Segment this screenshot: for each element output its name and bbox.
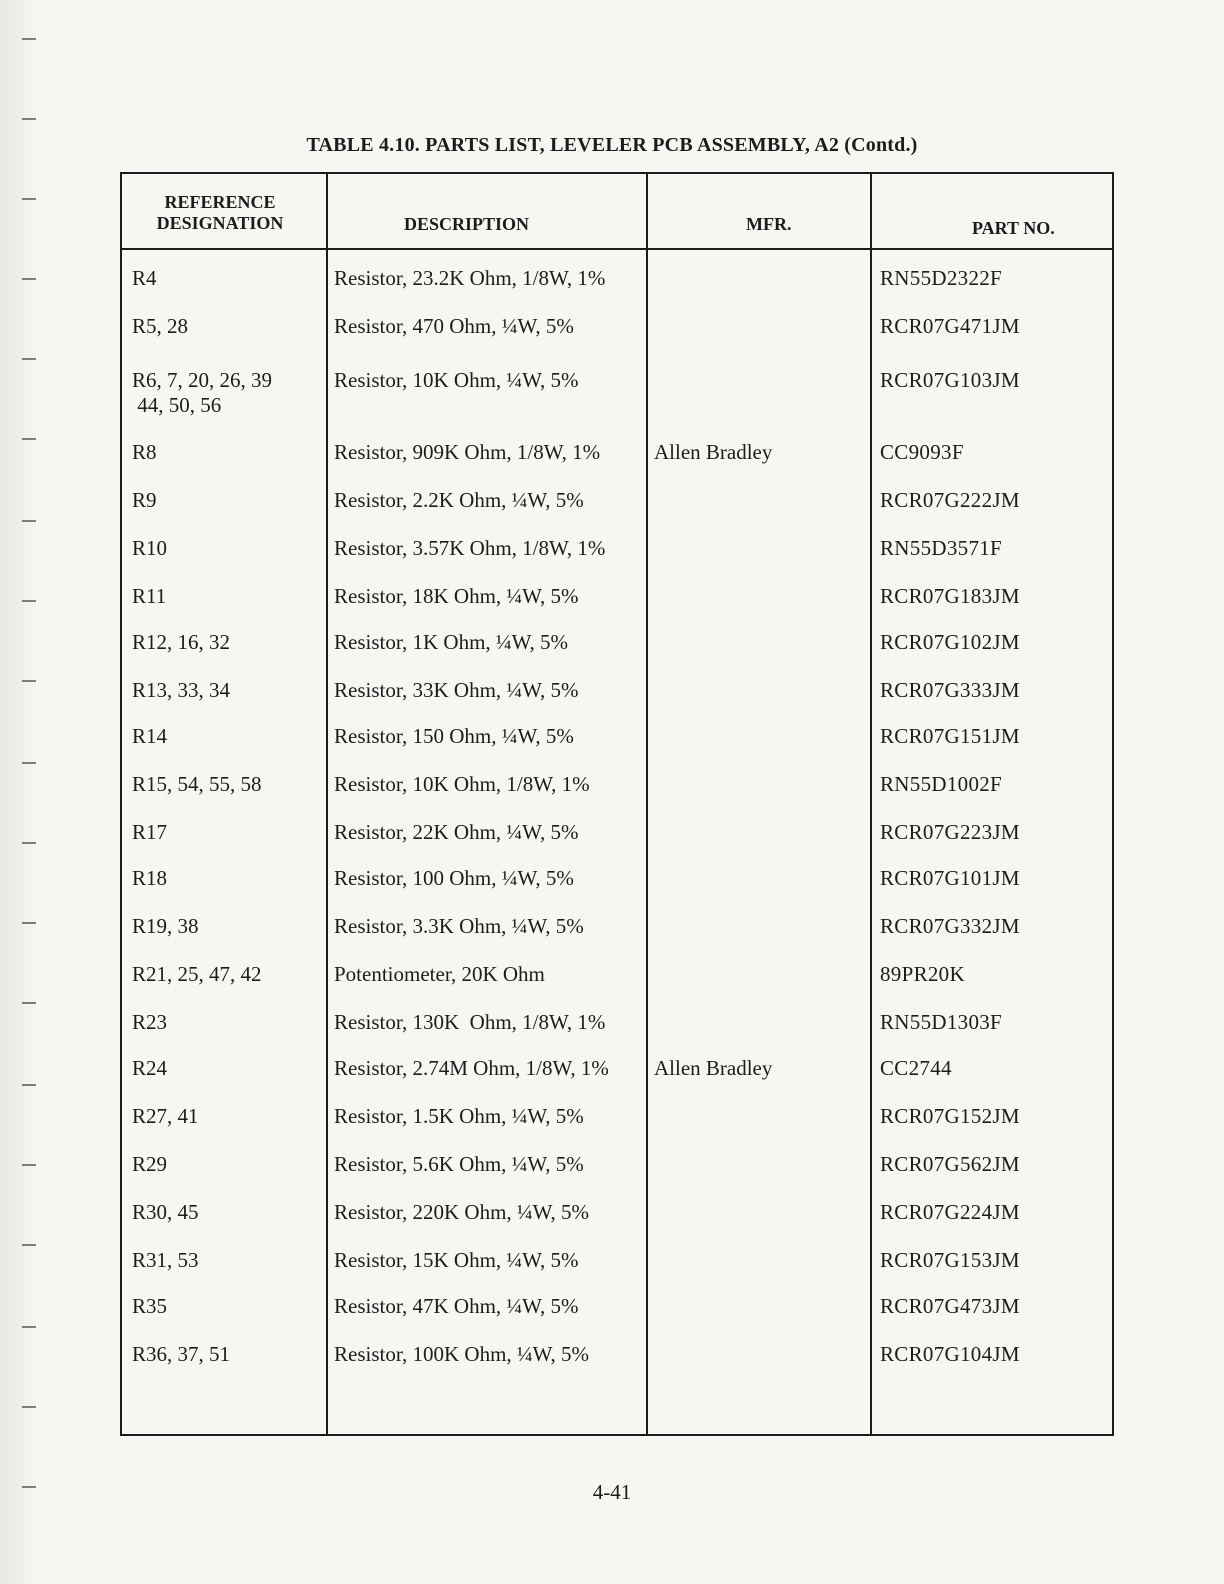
reference-designation-cell <box>132 772 262 797</box>
description-cell: Resistor, 2.74M Ohm, 1/8W, 1% <box>334 1056 609 1080</box>
part-number-cell: RCR07G333JM <box>880 678 1020 702</box>
page-number: 4-41 <box>592 1480 632 1504</box>
reference-designation: R18 <box>132 866 168 890</box>
part-number-cell: RCR07G153JM <box>880 1248 1020 1272</box>
description-cell: Resistor, 150 Ohm, ¼W, 5% <box>334 724 574 748</box>
table-row <box>122 914 1112 958</box>
edge-mark <box>22 278 36 280</box>
table-row <box>122 866 1112 910</box>
reference-designation: R21, 25, 47, 42 <box>132 962 262 986</box>
table-row <box>122 678 1112 722</box>
edge-mark <box>22 762 36 764</box>
description-cell: Resistor, 23.2K Ohm, 1/8W, 1% <box>334 266 606 290</box>
reference-designation: R9 <box>132 488 157 512</box>
reference-designation: R4 <box>132 266 157 290</box>
description-cell: Resistor, 130K Ohm, 1/8W, 1% <box>334 1010 606 1034</box>
reference-designation-cell <box>132 724 167 749</box>
table-row <box>122 724 1112 768</box>
part-number-cell: RCR07G101JM <box>880 866 1020 890</box>
edge-mark <box>22 680 36 682</box>
reference-designation-cell <box>132 266 157 291</box>
table-row <box>122 536 1112 580</box>
table-row <box>122 1200 1112 1244</box>
part-number-cell: RN55D2322F <box>880 266 1003 290</box>
reference-designation-cell <box>132 314 188 339</box>
table-row <box>122 1056 1112 1100</box>
reference-designation: R24 <box>132 1056 168 1080</box>
reference-designation: R19, 38 <box>132 914 199 938</box>
reference-designation-cell <box>132 536 167 561</box>
table-row <box>122 266 1112 310</box>
reference-designation: R14 <box>132 724 168 748</box>
reference-designation-cell <box>132 914 199 939</box>
edge-mark <box>22 358 36 360</box>
description-cell: Resistor, 2.2K Ohm, ¼W, 5% <box>334 488 584 512</box>
reference-designation: R30, 45 <box>132 1200 199 1224</box>
description-cell: Potentiometer, 20K Ohm <box>334 962 545 986</box>
parts-table <box>120 172 1114 1436</box>
reference-designation: R5, 28 <box>132 314 189 338</box>
part-number-cell: CC2744 <box>880 1056 952 1080</box>
edge-mark <box>22 198 36 200</box>
reference-designation: R35 <box>132 1294 168 1318</box>
description-cell: Resistor, 15K Ohm, ¼W, 5% <box>334 1248 579 1272</box>
edge-mark <box>22 842 36 844</box>
table-row <box>122 1248 1112 1292</box>
part-number-cell: RCR07G224JM <box>880 1200 1020 1224</box>
edge-mark <box>22 1406 36 1408</box>
reference-designation: R8 <box>132 440 157 464</box>
reference-designation-cell <box>132 488 157 513</box>
reference-designation: R31, 53 <box>132 1248 199 1272</box>
table-row <box>122 1294 1112 1338</box>
table-row <box>122 1010 1112 1054</box>
description-cell: Resistor, 33K Ohm, ¼W, 5% <box>334 678 579 702</box>
edge-mark <box>22 1084 36 1086</box>
part-number-cell: RN55D1303F <box>880 1010 1003 1034</box>
edge-mark <box>22 600 36 602</box>
description-cell: Resistor, 470 Ohm, ¼W, 5% <box>334 314 574 338</box>
description-cell: Resistor, 909K Ohm, 1/8W, 1% <box>334 440 601 464</box>
table-row <box>122 488 1112 532</box>
header-reference-designation <box>140 192 300 234</box>
part-number-cell: RCR07G102JM <box>880 630 1020 654</box>
description-cell: Resistor, 1K Ohm, ¼W, 5% <box>334 630 569 654</box>
reference-designation-cell <box>132 820 167 845</box>
reference-designation-cell <box>132 866 167 891</box>
part-number-cell: CC9093F <box>880 440 964 464</box>
reference-designation: R29 <box>132 1152 168 1176</box>
description-cell: Resistor, 5.6K Ohm, ¼W, 5% <box>334 1152 584 1176</box>
part-number-cell: 89PR20K <box>880 962 965 986</box>
reference-designation: R15, 54, 55, 58 <box>132 772 262 796</box>
part-number-cell: RCR07G562JM <box>880 1152 1020 1176</box>
table-row <box>122 1342 1112 1386</box>
part-number-cell: RCR07G103JM <box>880 368 1020 392</box>
description-cell: Resistor, 10K Ohm, 1/8W, 1% <box>334 772 590 796</box>
part-number-cell: RN55D3571F <box>880 536 1003 560</box>
edge-mark <box>22 1164 36 1166</box>
header-description: DESCRIPTION <box>404 214 530 234</box>
reference-designation-cell <box>132 1104 199 1129</box>
manufacturer-cell: Allen Bradley <box>654 440 773 464</box>
header-mfr: MFR. <box>746 214 792 234</box>
table-row <box>122 368 1112 417</box>
table-row <box>122 772 1112 816</box>
description-cell: Resistor, 10K Ohm, ¼W, 5% <box>334 368 579 392</box>
part-number-cell: RN55D1002F <box>880 772 1003 796</box>
description-cell: Resistor, 22K Ohm, ¼W, 5% <box>334 820 579 844</box>
reference-designation-cell <box>132 962 262 987</box>
table-row <box>122 1104 1112 1148</box>
reference-designation: R10 <box>132 536 168 560</box>
table-row <box>122 584 1112 628</box>
edge-mark <box>22 520 36 522</box>
part-number-cell: RCR07G222JM <box>880 488 1020 512</box>
table-row <box>122 820 1112 864</box>
reference-designation-cell <box>132 1342 230 1367</box>
part-number-cell: RCR07G152JM <box>880 1104 1020 1128</box>
reference-designation: R11 <box>132 584 167 608</box>
reference-designation: R23 <box>132 1010 168 1034</box>
part-number-cell: RCR07G473JM <box>880 1294 1020 1318</box>
table-row <box>122 314 1112 358</box>
reference-designation-cell <box>132 368 272 418</box>
edge-mark <box>22 1244 36 1246</box>
table-row <box>122 440 1112 484</box>
reference-designation-cell <box>132 1056 167 1081</box>
description-cell: Resistor, 220K Ohm, ¼W, 5% <box>334 1200 590 1224</box>
description-cell: Resistor, 100 Ohm, ¼W, 5% <box>334 866 574 890</box>
edge-mark <box>22 38 36 40</box>
edge-mark <box>22 118 36 120</box>
reference-designation: R27, 41 <box>132 1104 199 1128</box>
manufacturer-cell: Allen Bradley <box>654 1056 773 1080</box>
reference-designation: R6, 7, 20, 26, 39 <box>132 368 273 392</box>
header-ref-line2: DESIGNATION <box>156 213 284 233</box>
description-cell: Resistor, 18K Ohm, ¼W, 5% <box>334 584 579 608</box>
page-edge-shadow <box>0 0 40 1584</box>
reference-designation-cell <box>132 678 230 703</box>
reference-designation-cell <box>132 1010 167 1035</box>
part-number-cell: RCR07G223JM <box>880 820 1020 844</box>
part-number-cell: RCR07G183JM <box>880 584 1020 608</box>
reference-designation-cell <box>132 1200 199 1225</box>
header-divider <box>122 248 1112 250</box>
description-cell: Resistor, 47K Ohm, ¼W, 5% <box>334 1294 579 1318</box>
part-number-cell: RCR07G471JM <box>880 314 1020 338</box>
reference-designation-cell <box>132 1248 199 1273</box>
description-cell: Resistor, 3.57K Ohm, 1/8W, 1% <box>334 536 606 560</box>
reference-designation-continued: 44, 50, 56 <box>132 393 222 417</box>
reference-designation-cell <box>132 1152 167 1177</box>
reference-designation: R13, 33, 34 <box>132 678 231 702</box>
reference-designation-cell <box>132 630 230 655</box>
description-cell: Resistor, 100K Ohm, ¼W, 5% <box>334 1342 590 1366</box>
reference-designation: R12, 16, 32 <box>132 630 231 654</box>
part-number-cell: RCR07G104JM <box>880 1342 1020 1366</box>
edge-mark <box>22 1326 36 1328</box>
table-row <box>122 1152 1112 1196</box>
table-row <box>122 962 1112 1006</box>
reference-designation-cell <box>132 1294 167 1319</box>
reference-designation: R17 <box>132 820 168 844</box>
reference-designation-cell <box>132 584 166 609</box>
part-number-cell: RCR07G332JM <box>880 914 1020 938</box>
reference-designation: R36, 37, 51 <box>132 1342 231 1366</box>
header-ref-line1: REFERENCE <box>164 192 276 212</box>
edge-mark <box>22 922 36 924</box>
description-cell: Resistor, 1.5K Ohm, ¼W, 5% <box>334 1104 584 1128</box>
description-cell: Resistor, 3.3K Ohm, ¼W, 5% <box>334 914 584 938</box>
edge-mark <box>22 1002 36 1004</box>
reference-designation-cell <box>132 440 157 465</box>
table-title: TABLE 4.10. PARTS LIST, LEVELER PCB ASSEMBLY, A2 (Contd.) <box>306 134 918 156</box>
header-part-no: PART NO. <box>972 218 1055 238</box>
table-row <box>122 630 1112 674</box>
edge-mark <box>22 438 36 440</box>
part-number-cell: RCR07G151JM <box>880 724 1020 748</box>
